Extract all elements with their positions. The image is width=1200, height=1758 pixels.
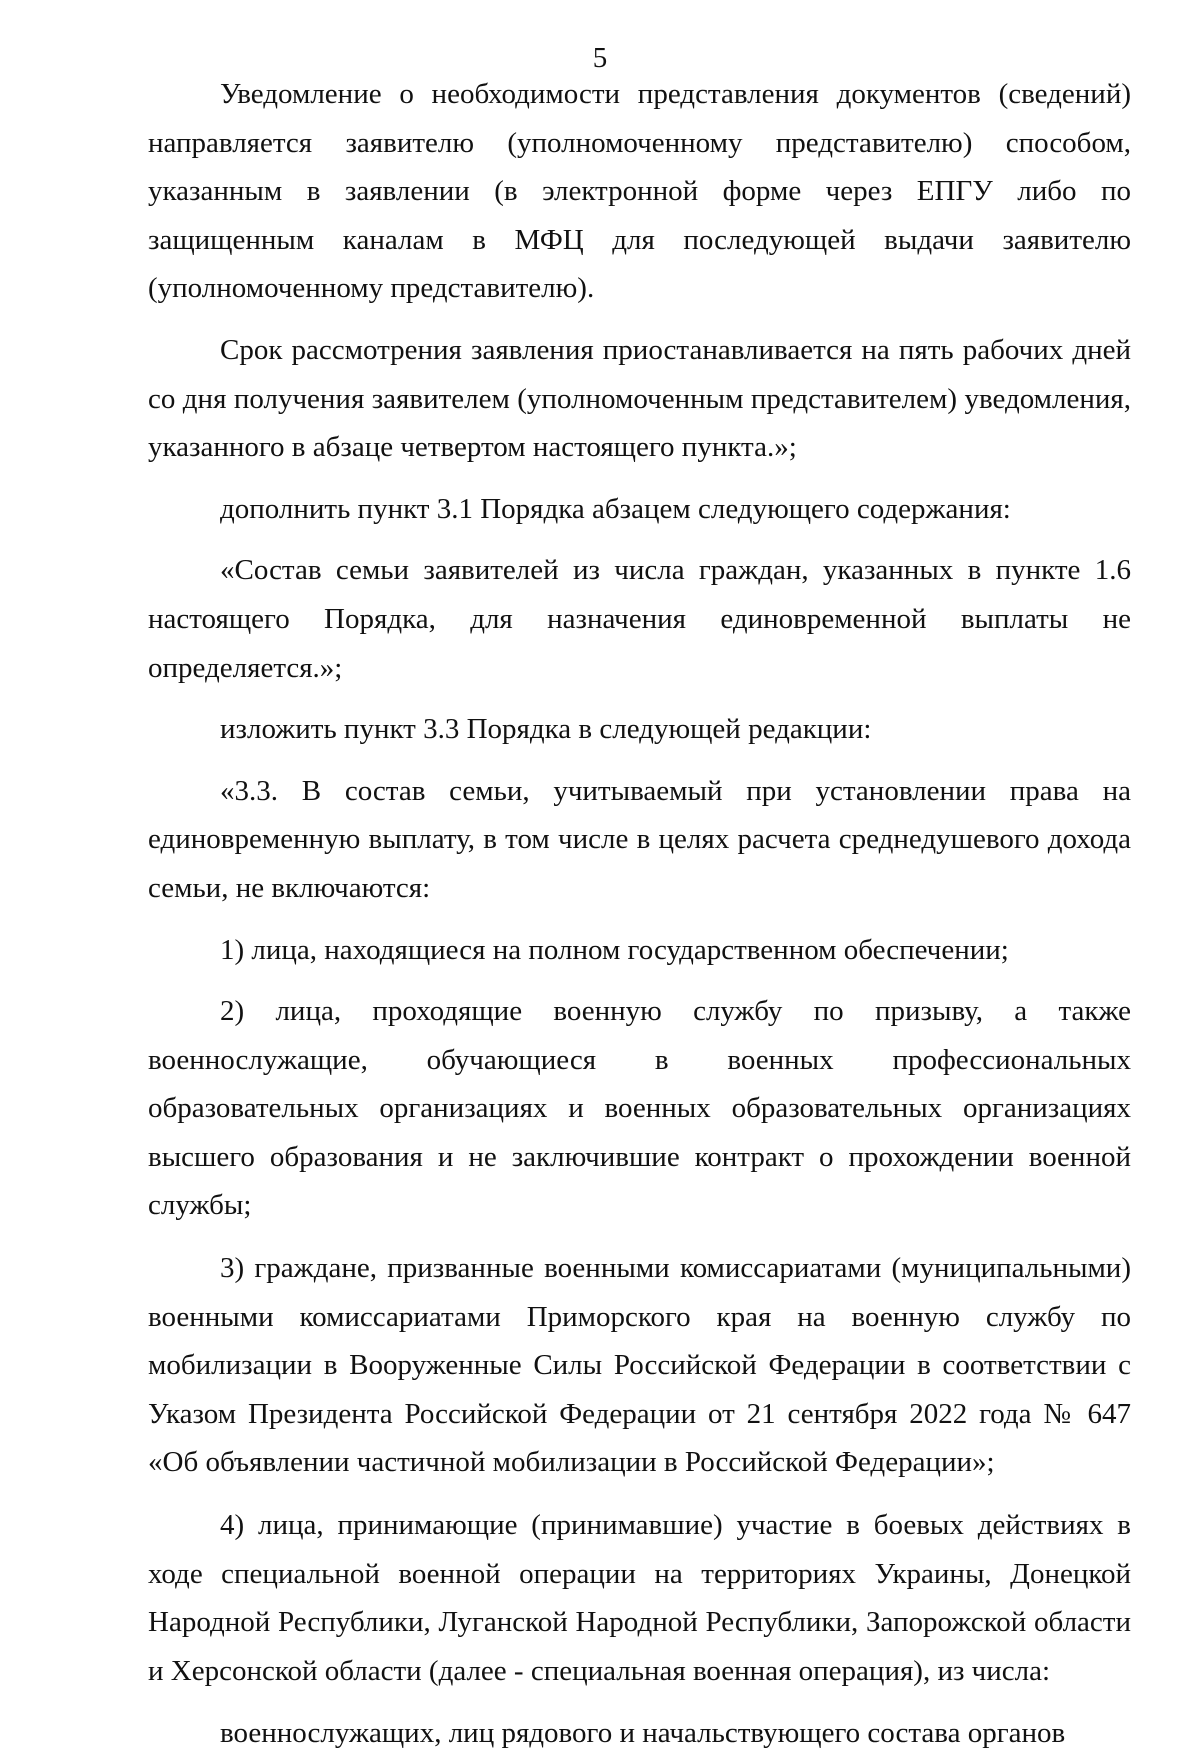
- paragraph-family-composition: «Состав семьи заявителей из числа граждан, указанных в пункте 1.6 настоящего Порядка, для назначения единовременной выплаты не определяется.»;: [148, 554, 1131, 684]
- list-item-2: 2) лица, проходящие военную службу по призыву, а также военнослужащие, обучающиеся в военных профессиональных образовательных организациях и военных образовательных организациях высшего образования и не заключившие контракт о прохождении военной службы;: [148, 995, 1131, 1222]
- paragraph-amend-3-3: изложить пункт 3.3 Порядка в следующей редакции:: [220, 713, 872, 746]
- paragraph-amend-3-1: дополнить пункт 3.1 Порядка абзацем следующего содержания:: [220, 492, 1011, 525]
- paragraph-review-period: Срок рассмотрения заявления приостанавливается на пять рабочих дней со дня получения заявителем (уполномоченным представителем) уведомления, указанного в абзаце четвертом настоящего пункта.»;: [148, 333, 1131, 464]
- list-item-4: 4) лица, принимающие (принимавшие) участие в боевых действиях в ходе специальной военной операции на территориях Украины, Донецкой Народной Республики, Луганской Народной Республики, Запорожской области и Херсонской области (далее - специальная военная операция), из числа:: [148, 1509, 1131, 1687]
- paragraph-3-3: «3.3. В состав семьи, учитываемый при установлении права на единовременную выплату, в том числе в целях расчета среднедушевого дохода семьи, не включаются:: [148, 774, 1131, 904]
- paragraph-servicemen: военнослужащих, лиц рядового и начальствующего состава органов: [220, 1717, 1066, 1750]
- page-number: 5: [592, 42, 608, 74]
- document-body: [148, 70, 1131, 1758]
- paragraph-notification: Уведомление о необходимости представления документов (сведений) направляется заявителю (уполномоченному представителю) способом, указанным в заявлении (в электронной форме через ЕПГУ либо по защищенным каналам в МФЦ для последующей выдачи заявителю (уполномоченному представителю).: [148, 78, 1131, 305]
- list-item-3: 3) граждане, призванные военными комиссариатами (муниципальными) военными комиссариатами Приморского края на военную службу по мобилизации в Вооруженные Силы Российской Федерации в соответствии с Указом Президента Российской Федерации от 21 сентября 2022 года № 647 «Об объявлении частичной мобилизации в Российской Федерации»;: [148, 1252, 1131, 1479]
- list-item-1: 1) лица, находящиеся на полном государственном обеспечении;: [220, 933, 1009, 966]
